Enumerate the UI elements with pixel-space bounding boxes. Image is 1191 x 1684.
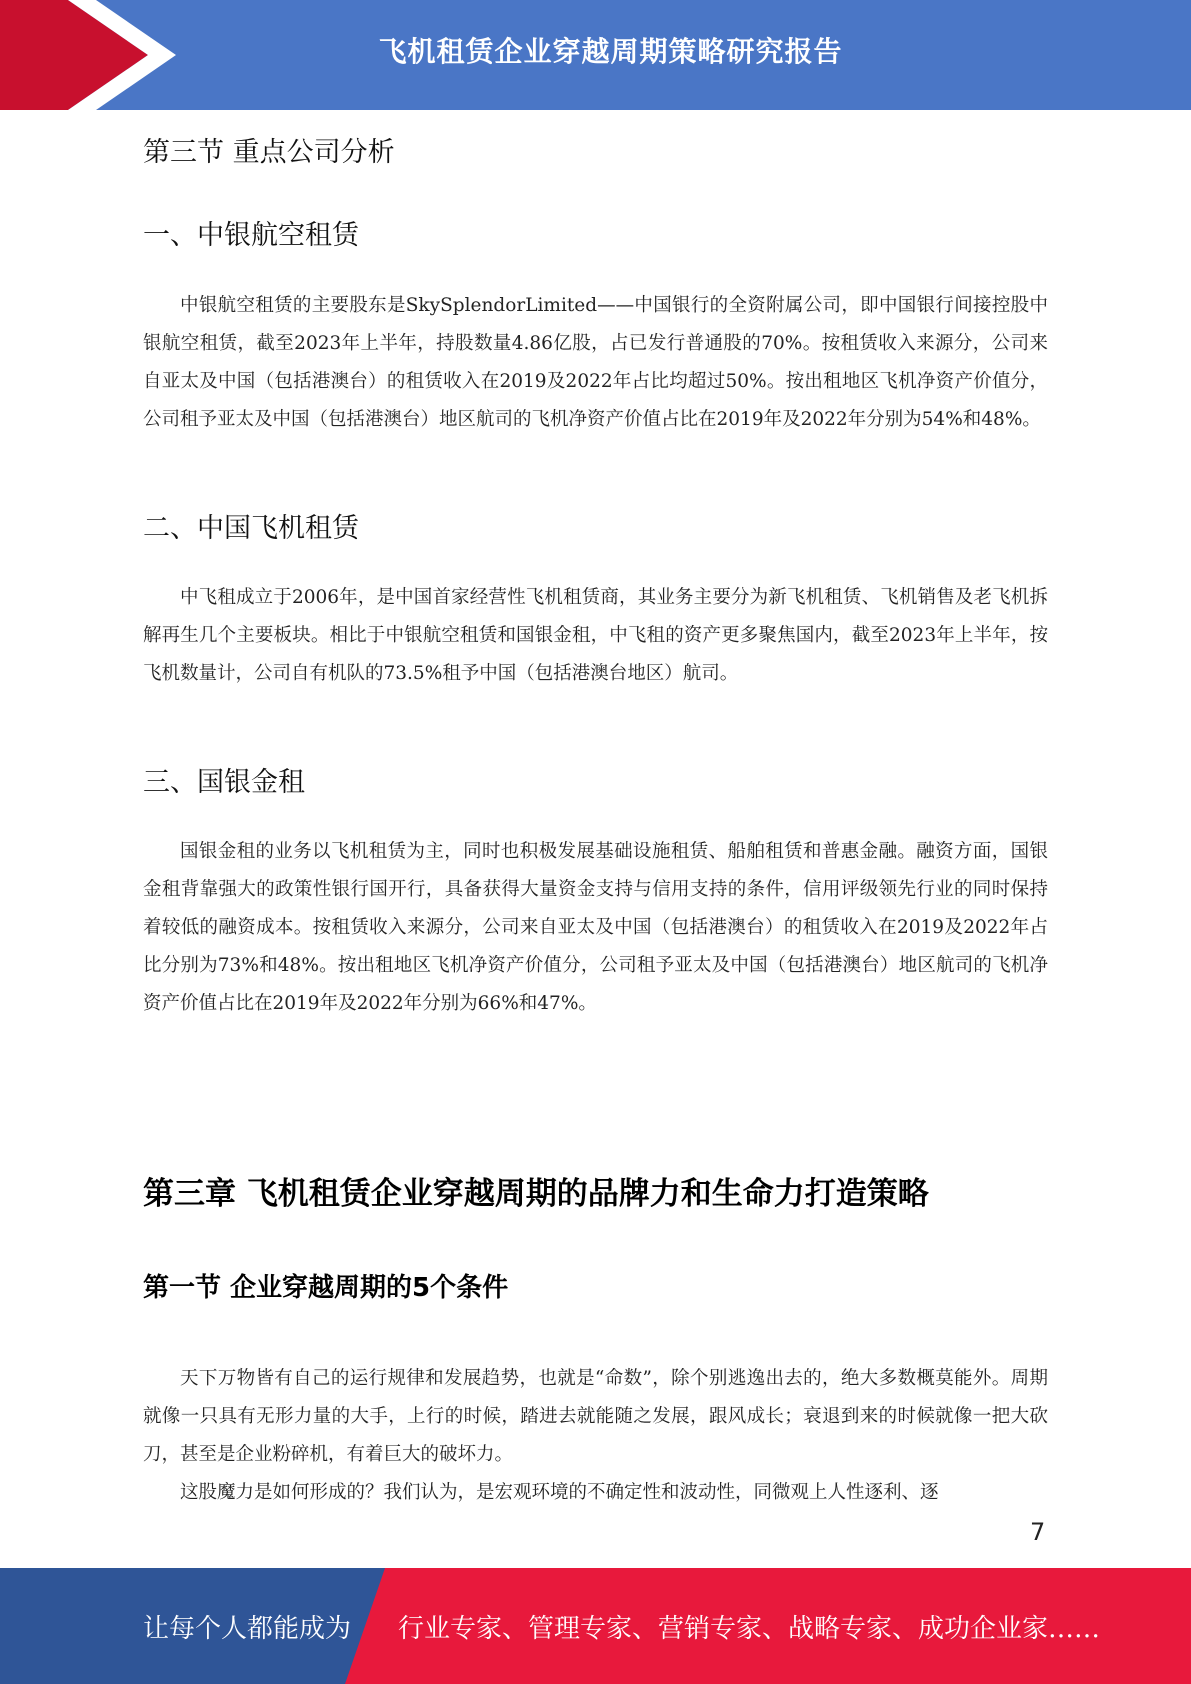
company-paragraph-cals: 中飞租成立于2006年，是中国首家经营性飞机租赁商，其业务主要分为新飞机租赁、飞机销售及老飞机拆解再生几个主要板块。相比于中银航空租赁和国银金租，中飞租的资产更多聚焦国内，截至2023年上半年，按飞机数量计，公司自有机队的73.5%租予中国（包括港澳台地区）航司。 (143, 587, 1048, 684)
chapter-heading: 第三章 飞机租赁企业穿越周期的品牌力和生命力打造策略 (143, 1176, 929, 1212)
company-heading-boc-aviation: 一、中银航空租赁 (143, 220, 359, 251)
chapter-section-heading: 第一节 企业穿越周期的5个条件 (143, 1273, 509, 1303)
company-heading-cdb-leasing: 三、国银金租 (143, 767, 305, 798)
footer-slogan-right: 行业专家、管理专家、营销专家、战略专家、成功企业家…… (398, 1613, 1101, 1644)
page-header (0, 0, 1191, 110)
report-title: 飞机租赁企业穿越周期策略研究报告 (378, 35, 843, 68)
company-paragraph-boc-aviation: 中银航空租赁的主要股东是SkySplendorLimited——中国银行的全资附属公司，即中国银行间接控股中银航空租赁，截至2023年上半年，持股数量4.86亿股，占已发行普通股的70%。按租赁收入来源分，公司来自亚太及中国（包括港澳台）的租赁收入在2019及2022年占比均超过50%。按出租地区飞机净资产价值分，公司租予亚太及中国（包括港澳台）地区航司的飞机净资产价值占比在2019年及2022年分别为54%和48%。 (143, 295, 1048, 430)
company-heading-cals: 二、中国飞机租赁 (143, 513, 359, 544)
company-paragraph-cdb-leasing: 国银金租的业务以飞机租赁为主，同时也积极发展基础设施租赁、船舶租赁和普惠金融。融资方面，国银金租背靠强大的政策性银行国开行，具备获得大量资金支持与信用支持的条件，信用评级领先行业的同时保持着较低的融资成本。按租赁收入来源分，公司来自亚太及中国（包括港澳台）的租赁收入在2019及2022年占比分别为73%和48%。按出租地区飞机净资产价值分，公司租予亚太及中国（包括港澳台）地区航司的飞机净资产价值占比在2019年及2022年分别为66%和47%。 (143, 841, 1048, 1014)
page-footer (0, 1568, 1191, 1684)
chapter-paragraph: 天下万物皆有自己的运行规律和发展趋势，也就是“命数”，除个别逃逸出去的，绝大多数概莫能外。周期就像一只具有无形力量的大手，上行的时候，踏进去就能随之发展，跟风成长；衰退到来的时候就像一把大砍刀，甚至是企业粉碎机，有着巨大的破坏力。 (143, 1368, 1048, 1465)
page-number: 7 (1030, 1518, 1046, 1546)
section-heading: 第三节 重点公司分析 (143, 137, 395, 168)
footer-slogan-left: 让每个人都能成为 (143, 1613, 352, 1644)
chapter-paragraph: 这股魔力是如何形成的？我们认为，是宏观环境的不确定性和波动性，同微观上人性逐利、逐 (180, 1482, 939, 1503)
